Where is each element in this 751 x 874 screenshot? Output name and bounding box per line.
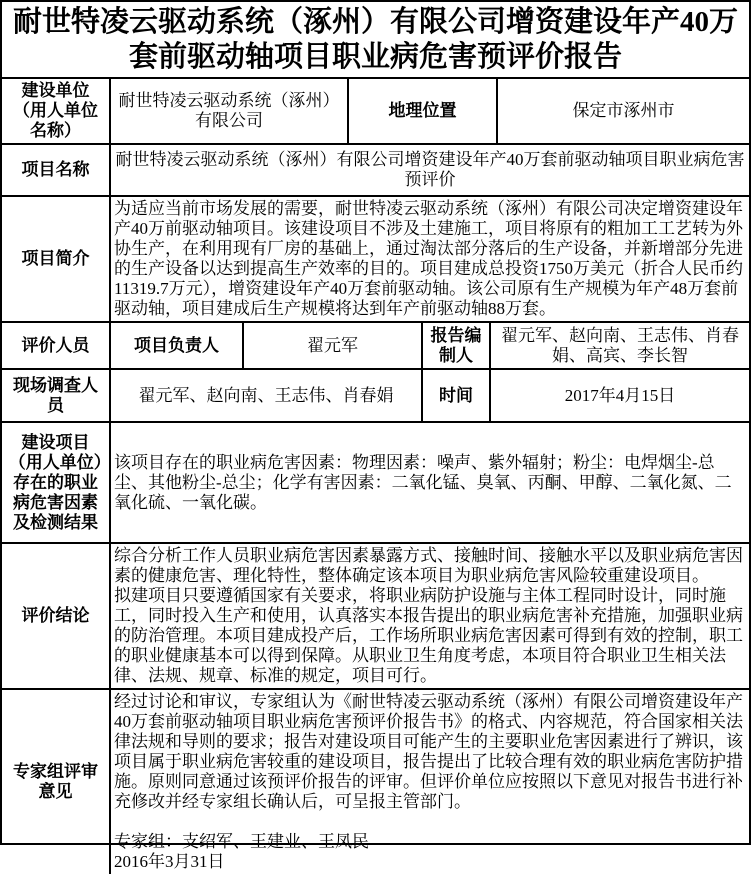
project-name-label: 项目名称 <box>21 160 90 179</box>
conclusion-paragraph-2: 拟建项目只要遵循国家有关要求，将职业病防护设施与主体工程同时设计，同时施工，同时投入生产和使用，认真落实本报告提出的职业病危害补充措施，加强职业病的防治管理。本项目建成投产后，工作场所职业病危害因素可得到有效的控制，职工的职业健康基本可以得到保障。从职业卫生角度考虑，本项目符合职业卫生相关法律、法规、规章、标准的规定，项目可行。 <box>114 586 743 685</box>
hazards-label: 建设项目（用人单位）存在的职业病危害因素及检测结果 <box>8 432 103 532</box>
table-row <box>2 77 749 143</box>
time-label: 时间 <box>421 370 489 421</box>
project-leader-value: 翟元军 <box>242 323 421 368</box>
conclusion-label: 评价结论 <box>21 606 90 625</box>
table-row <box>2 143 749 195</box>
location-value: 保定市涿州市 <box>496 79 749 143</box>
table-row <box>2 688 749 874</box>
report-compilers-value: 翟元军、赵向南、王志伟、肖春娟、高宾、李长智 <box>489 323 749 368</box>
project-summary-label: 项目简介 <box>21 249 90 268</box>
table-row <box>2 421 749 542</box>
blank-line <box>114 812 746 832</box>
project-leader-label: 项目负责人 <box>109 323 242 368</box>
location-label: 地理位置 <box>347 79 496 143</box>
conclusion-paragraph-1: 综合分析工作人员职业病危害因素暴露方式、接触时间、接触水平以及职业病危害因素的健康危害、理化特性，整体确定该本项目为职业病危害风险较重建设项目。 <box>114 546 743 585</box>
site-survey-value: 翟元军、赵向南、王志伟、肖春娟 <box>109 370 421 421</box>
project-summary-value: 为适应当前市场发展的需要，耐世特凌云驱动系统（涿州）有限公司决定增资建设年产40万前驱动轴项目。该建设项目不涉及土建施工，项目将原有的粗加工工艺转为外协生产，在利用现有厂房的基础上，通过淘汰部分落后的生产设备，并新增部分先进的生产设备以达到提高生产效率的目的。项目建成总投资1750万美元（折合人民币约11319.7万元），增资建设年产40万套前驱动轴。该公司原有生产规模为年产48万套前驱动轴，项目建成后生产规模将达到年产前驱动轴88万套。 <box>109 197 749 321</box>
construction-unit-value: 耐世特凌云驱动系统（涿州）有限公司 <box>109 79 347 143</box>
table-row <box>2 195 749 321</box>
project-name-value: 耐世特凌云驱动系统（涿州）有限公司增资建设年产40万套前驱动轴项目职业病危害预评价 <box>109 145 749 195</box>
expert-group-members: 专家组：支绍军、王建业、王凤民 <box>114 832 369 851</box>
report-compilers-label: 报告编制人 <box>421 323 489 368</box>
page-title: 耐世特凌云驱动系统（涿州）有限公司增资建设年产40万套前驱动轴项目职业病危害预评价报告 <box>12 5 738 73</box>
expert-opinion-value <box>109 690 749 874</box>
expert-opinion-label: 专家组评审意见 <box>13 762 98 801</box>
conclusion-value <box>109 544 749 688</box>
expert-opinion-paragraph: 经过讨论和审议，专家组认为《耐世特凌云驱动系统（涿州）有限公司增资建设年产40万套前驱动轴项目职业病危害预评价报告书》的格式、内容规范，符合国家相关法律法规和导则的要求；报告对建设项目可能产生的主要职业危害因素进行了辨识，该项目属于职业病危害较重的建设项目，报告提出了比较合理有效的职业病危害防护措施。原则同意通过该预评价报告的评审。但评价单位应按照以下意见对报告书进行补充修改并经专家组长确认后，可呈报主管部门。 <box>114 692 743 811</box>
table-row <box>2 321 749 368</box>
hazards-value: 该项目存在的职业病危害因素：物理因素：噪声、紫外辐射；粉尘：电焊烟尘-总尘、其他粉尘-总尘；化学有害因素：二氧化锰、臭氧、丙酮、甲醇、二氧化氮、二氧化硫、一氧化碳。 <box>109 423 749 542</box>
table-row <box>2 368 749 421</box>
table-row <box>2 542 749 688</box>
time-value: 2017年4月15日 <box>489 370 749 421</box>
site-survey-label: 现场调查人员 <box>13 375 98 415</box>
title-row <box>2 2 749 77</box>
construction-unit-label: 建设单位（用人单位名称） <box>13 81 98 140</box>
expert-review-date: 2016年3月31日 <box>114 852 225 871</box>
evaluators-label: 评价人员 <box>21 335 90 355</box>
